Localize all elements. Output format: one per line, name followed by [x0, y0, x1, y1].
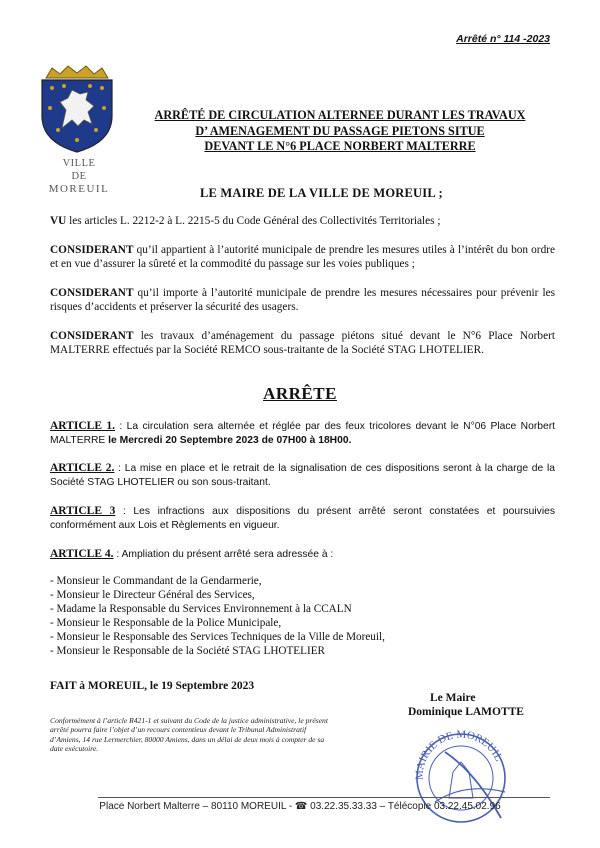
considerant-paragraph-1 [50, 243, 555, 271]
title-line-3: DEVANT LE N°6 PLACE NORBERT MALTERRE [204, 139, 476, 153]
signed-place-date: FAIT à MOREUIL, le 19 Septembre 2023 [50, 680, 255, 692]
decree-title [120, 108, 560, 155]
coat-of-arms-icon [38, 64, 116, 154]
considerant-lead: CONSIDERANT [50, 287, 134, 299]
list-item: - Madame la Responsable du Services Environnement à la CCALN [50, 603, 352, 615]
vu-text: les articles L. 2212-2 à L. 2215-5 du Code Général des Collectivités Territoriales ; [66, 215, 441, 227]
article-highlight: le Mercredi 20 Septembre 2023 de 07H00 à 18H00. [108, 435, 352, 446]
article-3 [50, 504, 555, 533]
footer-contact: Place Norbert Malterre – 80110 MOREUIL - ☎ 03.22.35.33.33 – Télécopie 03.22.45.02.96 [99, 801, 501, 812]
stamp-text: MAIRIE DE MOREUIL [413, 728, 505, 781]
considerant-text: qu’il appartient à l’autorité municipale de prendre les mesures utiles à l’intérêt du bon ordre et en vue d’assurer la sûreté et la commodité du passage sur les voies publiques ; [50, 244, 555, 270]
considerant-text: qu’il importe à l’autorité municipale de prendre les mesures nécessaires pour prévenir les risques d’accidents et préserver la sécurité des usagers. [50, 287, 555, 313]
article-text: : La mise en place et le retrait de la signalisation de ces dispositions seront à la charge de la Société STAG LHOTELIER ou son sous-traitant. [50, 463, 555, 488]
logo-line-de: DE [71, 171, 87, 182]
official-stamp-icon [405, 722, 515, 832]
list-item: - Monsieur le Directeur Général des Services, [50, 589, 255, 601]
article-2 [50, 461, 555, 490]
article-text: : Ampliation du présent arrêté sera adressée à : [113, 549, 334, 560]
list-item: - Monsieur le Responsable des Services Techniques de la Ville de Moreuil, [50, 631, 385, 643]
article-text: : Les infractions aux dispositions du présent arrêté seront constatées et poursuivies conformément aux Lois et Règlements en vigueur. [50, 506, 555, 531]
title-line-2: D’ AMENAGEMENT DU PASSAGE PIETONS SITUE [195, 123, 485, 138]
considerant-paragraph-3 [50, 329, 555, 357]
considerant-paragraph-2 [50, 286, 555, 314]
vu-paragraph [50, 214, 555, 228]
article-label: ARTICLE 4. [50, 548, 114, 560]
arrete-heading: ARRÊTE [263, 384, 337, 403]
legal-notice: Conformément à l’article R421-1 et suivant du Code de la justice administrative, le présent arrêté pourra faire l’objet d’un recours contentieux devant le Tribunal Administratif d’Amiens, 14 rue Lermerchier, 80000 Amiens, dans un délai de deux mois à compter de sa date exécutoire. [50, 716, 328, 754]
mayor-heading: LE MAIRE DE LA VILLE DE MOREUIL ; [200, 186, 443, 200]
vu-lead: VU [50, 215, 67, 227]
list-item: - Monsieur le Commandant de la Gendarmerie, [50, 575, 262, 587]
recipient-list [50, 574, 385, 658]
list-item: - Monsieur le Responsable de la Société STAG LHOTELIER [50, 645, 325, 657]
considerant-lead: CONSIDERANT [50, 244, 134, 256]
signature-title: Le Maire [430, 692, 476, 704]
decree-number: Arrêté n° 114 -2023 [456, 33, 550, 45]
signature-name: Dominique LAMOTTE [408, 706, 524, 718]
list-item: - Monsieur le Responsable de la Police Municipale, [50, 617, 282, 629]
article-label: ARTICLE 1. [50, 420, 116, 432]
considerant-text: les travaux d’aménagement du passage piétons situé devant le N°6 Place Norbert MALTERRE effectués par la Société REMCO sous-traitante de la Société STAG LHOTELIER. [50, 330, 555, 356]
logo-line-moreuil: MOREUIL [48, 183, 110, 195]
article-label: ARTICLE 3 [50, 505, 116, 517]
title-line-1: ARRÊTÉ DE CIRCULATION ALTERNEE DURANT LES TRAVAUX [154, 108, 526, 122]
footer-divider [98, 797, 550, 798]
logo-line-ville: VILLE [62, 158, 96, 169]
article-1 [50, 419, 555, 448]
article-label: ARTICLE 2. [50, 462, 115, 474]
town-logo-text [46, 157, 112, 196]
considerant-lead: CONSIDERANT [50, 330, 134, 342]
article-4 [50, 547, 555, 562]
article-text: : La circulation sera alternée et réglée par des feux tricolores devant le N°06 Place Norbert MALTERRE [50, 421, 555, 446]
